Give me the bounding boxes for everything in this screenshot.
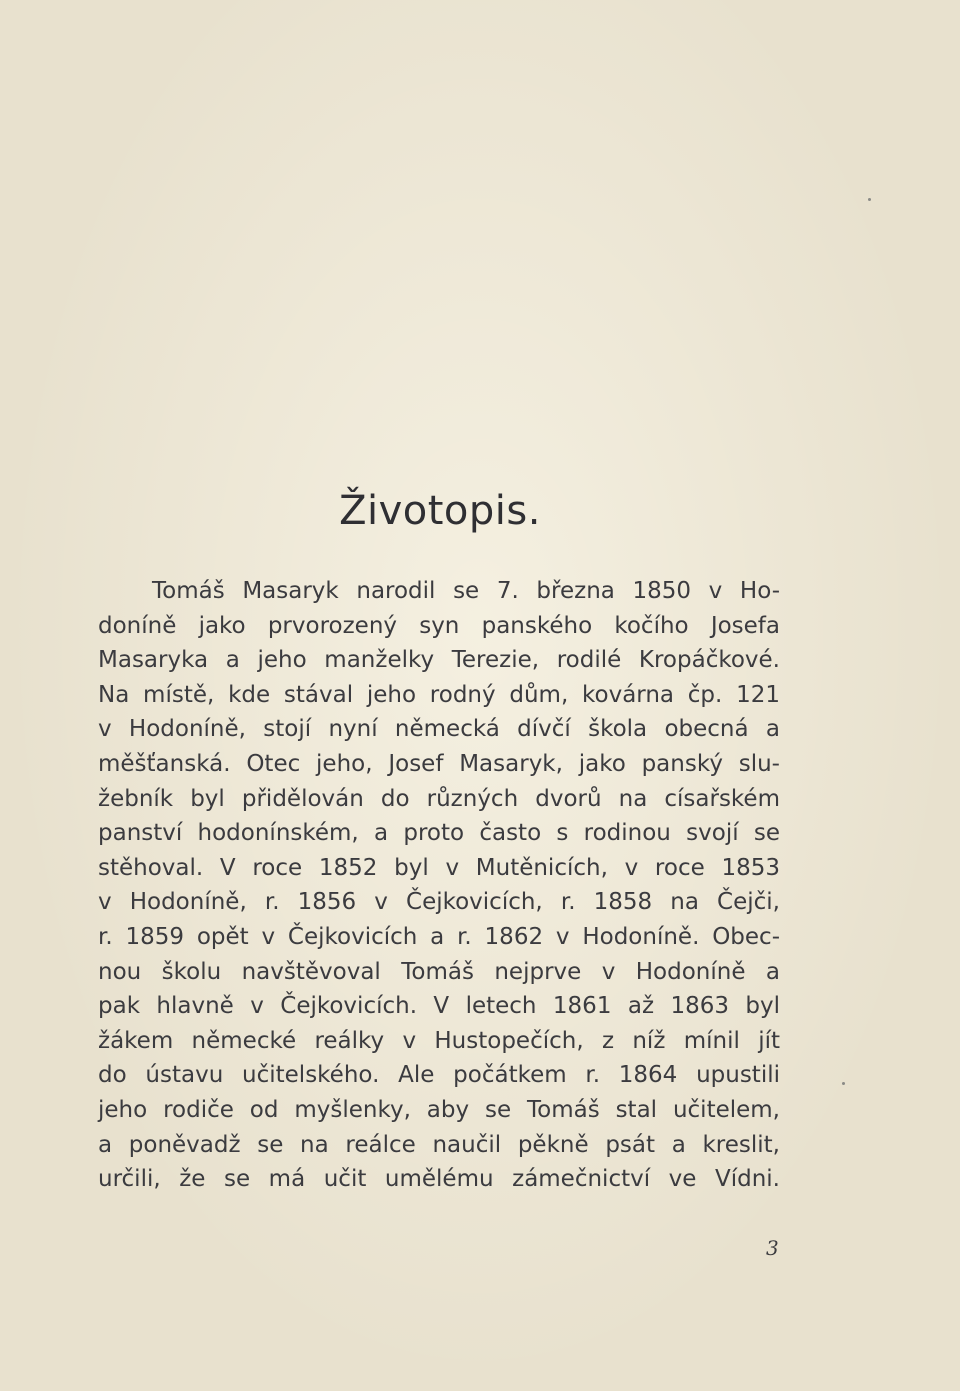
text-line: r. 1859 opět v Čejkovicích a r. 1862 v Hodoníně. Obec- — [98, 923, 780, 950]
text-line: Na místě, kde stával jeho rodný dům, kovárna čp. 121 — [98, 681, 780, 708]
text-line: měšťanská. Otec jeho, Josef Masaryk, jako panský slu- — [98, 750, 780, 777]
text-line: Masaryka a jeho manželky Terezie, rodilé Kropáčkové. — [98, 647, 780, 674]
text-line: Tomáš Masaryk narodil se 7. března 1850 v Ho- — [152, 578, 780, 604]
body-paragraph — [98, 574, 780, 1197]
text-line: doníně jako prvorozený syn panského kočího Josefa — [98, 612, 780, 639]
text-line: stěhoval. V roce 1852 byl v Mutěnicích, v roce 1853 — [98, 854, 780, 881]
text-line: panství hodonínském, a proto často s rodinou svojí se — [98, 820, 780, 847]
text-line: určili, že se má učit umělému zámečnictví ve Vídni. — [98, 1166, 780, 1193]
text-line: v Hodoníně, stojí nyní německá dívčí škola obecná a — [98, 716, 780, 743]
paper-speck — [842, 1082, 845, 1085]
text-line: žebník byl přidělován do různých dvorů na císařském — [98, 785, 780, 812]
page-number: 3 — [766, 1236, 779, 1260]
page-title: Životopis. — [339, 488, 541, 534]
text-line: pak hlavně v Čejkovicích. V letech 1861 až 1863 byl — [98, 993, 780, 1020]
paper-speck — [868, 198, 871, 201]
text-line: jeho rodiče od myšlenky, aby se Tomáš stal učitelem, — [98, 1096, 780, 1123]
text-line: žákem německé reálky v Hustopečích, z níž mínil jít — [98, 1027, 780, 1054]
text-line: nou školu navštěvoval Tomáš nejprve v Hodoníně a — [98, 958, 780, 985]
text-line: v Hodoníně, r. 1856 v Čejkovicích, r. 1858 na Čejči, — [98, 889, 780, 916]
text-line: a poněvadž se na reálce naučil pěkně psát a kreslit, — [98, 1131, 780, 1158]
text-line: do ústavu učitelského. Ale počátkem r. 1864 upustili — [98, 1062, 780, 1089]
